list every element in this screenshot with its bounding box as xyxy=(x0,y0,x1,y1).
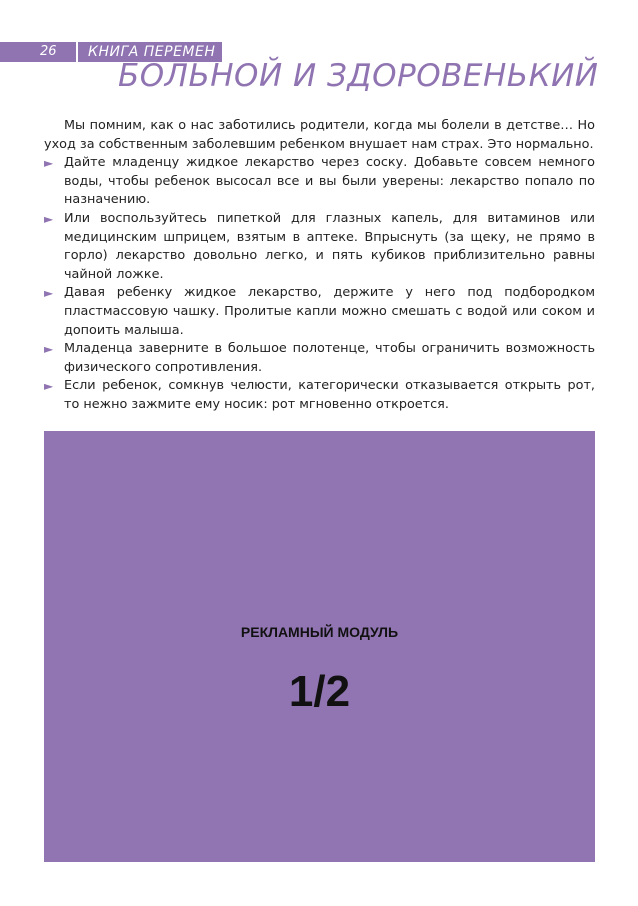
intro-paragraph: Мы помним, как о нас заботились родители, когда мы болели в детстве… Но уход за собственным заболевшим ребенком внушает нам страх. Это нормально. xyxy=(44,118,595,152)
article-body xyxy=(44,117,595,415)
list-item-text: Давая ребенку жидкое лекарство, держите у него под подбородком пластмассовую чашку. Пролитые капли можно смешать с водой или соком и допоить малыша. xyxy=(64,285,595,338)
book-title: КНИГА ПЕРЕМЕН xyxy=(88,44,216,60)
ad-size: 1/2 xyxy=(288,667,351,716)
list-item xyxy=(44,340,595,377)
list-item xyxy=(44,210,595,284)
list-item-text: Младенца заверните в большое полотенце, чтобы ограничить возможность физического сопротивления. xyxy=(64,341,595,375)
triangle-right-icon: ► xyxy=(44,211,54,226)
ad-label: РЕКЛАМНЫЙ МОДУЛЬ xyxy=(240,624,399,640)
list-item xyxy=(44,154,595,210)
section-title: БОЛЬНОЙ И ЗДОРОВЕНЬКИЙ xyxy=(118,58,599,94)
ad-module xyxy=(44,431,595,862)
list-item-text: Если ребенок, сомкнув челюсти, категорически отказывается открыть рот, то нежно зажмите ему носик: рот мгновенно откроется. xyxy=(64,378,595,412)
list-item xyxy=(44,377,595,414)
header-divider xyxy=(76,42,78,62)
list-item-text: Дайте младенцу жидкое лекарство через соску. Добавьте совсем немного воды, чтобы ребенок высосал все и вы были уверены: лекарство попало по назначению. xyxy=(64,155,595,208)
triangle-right-icon: ► xyxy=(44,379,54,394)
list-item-text: Или воспользуйтесь пипеткой для глазных капель, для витаминов или медицинским шприцем, взятым в аптеке. Впрыснуть (за щеку, не прямо в горло) лекарство довольно легко, и пять кубиков приблизительно равны чайной ложке. xyxy=(64,210,595,282)
page-number: 26 xyxy=(40,44,57,59)
triangle-right-icon: ► xyxy=(44,286,54,301)
triangle-right-icon: ► xyxy=(44,342,54,357)
triangle-right-icon: ► xyxy=(44,156,54,171)
list-item xyxy=(44,284,595,340)
